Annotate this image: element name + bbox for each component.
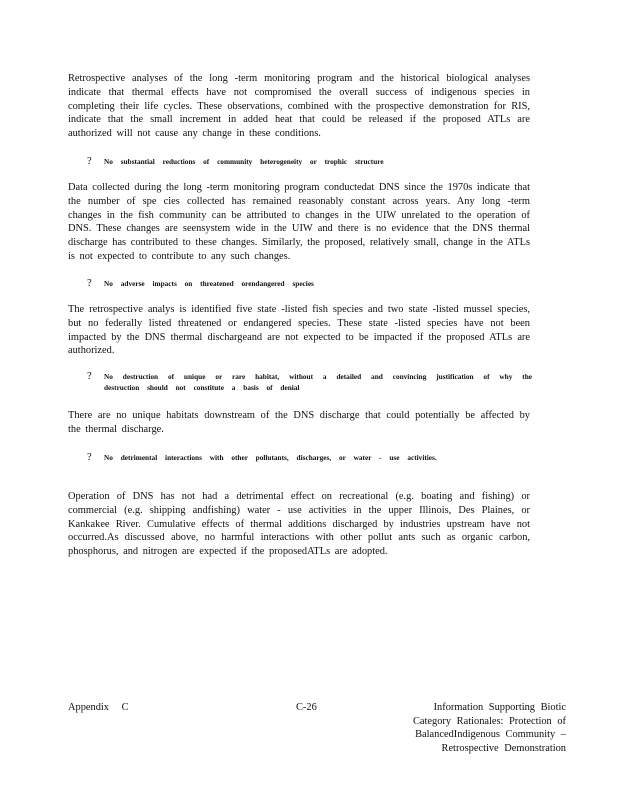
criterion-text: No substantial reductions of community heterogeneity or trophic structure — [104, 157, 384, 166]
paragraph-water-use: Operation of DNS has not had a detrimental effect on recreational (e.g. boating and fishing) or commercial (e.g. shipping andfishing) water - use activities in the upper Illinois, Des Plaines, or Kankakee River. Cumulative effects of thermal additions discharged by industries upstream have not occurred.As discussed above, no harmful interactions with other pollut ants such as organic carbon, phosphorus, and nitrogen are expected if the proposedATLs are adopted. — [68, 491, 530, 558]
paragraph-unique-habitats: There are no unique habitats downstream of the DNS discharge that could potentially be affected by the thermal discharge. — [68, 410, 530, 435]
paragraph-listed-species: The retrospective analys is identified five state -listed fish species and two state -listed mussel species, but no federally listed threatened or endangered species. These state -listed species have not been impacted by the DNS thermal dischargeand are not expected to be impacted if the proposed ATLs are authorized. — [68, 304, 530, 357]
criterion-text: No adverse impacts on threatened orendangered species — [104, 279, 314, 288]
criterion-threatened-species — [87, 278, 532, 289]
bullet-marker: ? — [87, 156, 92, 167]
criterion-community-heterogeneity — [87, 156, 532, 167]
criterion-detrimental-interactions — [87, 452, 532, 463]
footer-appendix-label: Appendix C — [68, 702, 129, 713]
criterion-text: No destruction of unique or rare habitat, without a detailed and convincing justification of why the destruction should not constitute a basis of denial — [104, 372, 532, 392]
paragraph-retrospective-analyses: Retrospective analyses of the long -term monitoring program and the historical biological analyses indicate that thermal effects have not compromised the overall success of indigenous species in completing their life cycles. These observations, combined with the prospective demonstration for RIS, indicate that the small increment in added heat that could be released if the proposed ATLs are authorized will not cause any change in these conditions. — [68, 73, 530, 140]
footer-page-number: C-26 — [296, 702, 317, 713]
criterion-unique-habitat — [87, 371, 532, 393]
bullet-marker: ? — [87, 278, 92, 289]
bullet-marker: ? — [87, 452, 92, 463]
footer-section-title: Information Supporting Biotic Category Rationales: Protection of BalancedIndigenous Community –Retrospective Demonstration — [413, 702, 566, 754]
bullet-marker: ? — [87, 371, 92, 382]
criterion-text: No detrimental interactions with other pollutants, discharges, or water - use activities. — [104, 453, 437, 462]
paragraph-long-term-data: Data collected during the long -term monitoring program conductedat DNS since the 1970s indicate that the number of spe cies collected has remained reasonably constant across years. Any long -term changes in the fish community can be attributed to changes in the UIW unrelated to the operation of DNS. These changes are seensystem wide in the UIW and there is no evidence that the DNS thermal discharge has contributed to these changes. Similarly, the proposed, relatively small, change in the ATLs is not expected to contribute to any such changes. — [68, 182, 530, 262]
